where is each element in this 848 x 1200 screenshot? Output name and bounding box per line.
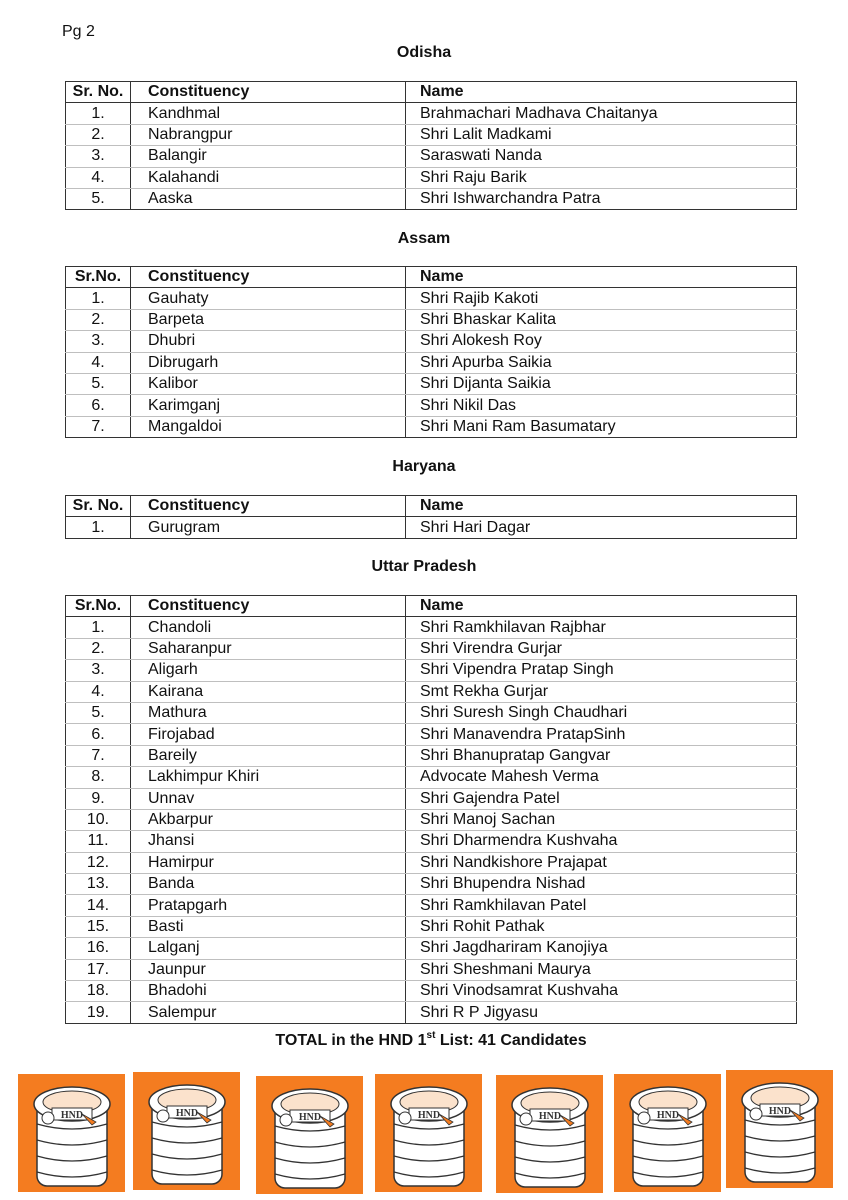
cell-constituency: Unnav	[131, 788, 406, 809]
water-tank-icon	[133, 1072, 240, 1190]
cell-constituency: Lalganj	[131, 938, 406, 959]
cell-sr-no: 11.	[66, 831, 131, 852]
cell-sr-no: 10.	[66, 809, 131, 830]
total-prefix: TOTAL in the HND 1	[275, 1032, 427, 1049]
table-row	[66, 331, 797, 352]
cell-name: Shri Virendra Gurjar	[406, 638, 797, 659]
cell-constituency: Aligarh	[131, 660, 406, 681]
table-row	[66, 288, 797, 309]
cell-constituency: Dibrugarh	[131, 352, 406, 373]
cell-sr-no: 4.	[66, 352, 131, 373]
total-superscript: st	[426, 1030, 436, 1041]
cell-constituency: Karimganj	[131, 395, 406, 416]
table-row	[66, 895, 797, 916]
table-row	[66, 981, 797, 1002]
cell-name: Shri Rajib Kakoti	[406, 288, 797, 309]
cell-sr-no: 3.	[66, 146, 131, 167]
total-line	[0, 1030, 848, 1050]
table-row	[66, 352, 797, 373]
cell-constituency: Firojabad	[131, 724, 406, 745]
water-tank-icon	[726, 1070, 833, 1188]
cell-constituency: Banda	[131, 874, 406, 895]
cell-constituency: Jaunpur	[131, 959, 406, 980]
cell-name: Shri Sheshmani Maurya	[406, 959, 797, 980]
cell-sr-no: 13.	[66, 874, 131, 895]
header-constituency: Constituency	[131, 496, 406, 517]
header-name: Name	[406, 267, 797, 288]
cell-constituency: Saharanpur	[131, 638, 406, 659]
section-title-haryana: Haryana	[392, 458, 456, 475]
water-tank-icon	[496, 1075, 603, 1193]
cell-name: Shri Nandkishore Prajapat	[406, 852, 797, 873]
header-constituency: Constituency	[131, 596, 406, 617]
cell-name: Shri Ramkhilavan Rajbhar	[406, 617, 797, 638]
cell-constituency: Barpeta	[131, 309, 406, 330]
water-tank-icon	[18, 1074, 125, 1192]
cell-name: Shri Vinodsamrat Kushvaha	[406, 981, 797, 1002]
cell-constituency: Mangaldoi	[131, 416, 406, 437]
cell-constituency: Mathura	[131, 702, 406, 723]
cell-constituency: Chandoli	[131, 617, 406, 638]
cell-constituency: Bareily	[131, 745, 406, 766]
table-row	[66, 788, 797, 809]
table-row	[66, 638, 797, 659]
logo-label: HND	[60, 1110, 84, 1121]
table-row	[66, 1002, 797, 1023]
header-name: Name	[406, 496, 797, 517]
cell-constituency: Bhadohi	[131, 981, 406, 1002]
header-constituency: Constituency	[131, 82, 406, 103]
table-row	[66, 959, 797, 980]
logo-strip	[18, 1070, 838, 1190]
cell-constituency: Akbarpur	[131, 809, 406, 830]
cell-name: Shri Mani Ram Basumatary	[406, 416, 797, 437]
cell-sr-no: 6.	[66, 395, 131, 416]
cell-sr-no: 18.	[66, 981, 131, 1002]
cell-name: Shri Hari Dagar	[406, 517, 797, 538]
table-row	[66, 702, 797, 723]
cell-sr-no: 2.	[66, 124, 131, 145]
cell-name: Shri Manavendra PratapSinh	[406, 724, 797, 745]
cell-name: Advocate Mahesh Verma	[406, 767, 797, 788]
logo-label: HND	[417, 1110, 441, 1121]
cell-constituency: Balangir	[131, 146, 406, 167]
cell-sr-no: 17.	[66, 959, 131, 980]
cell-sr-no: 1.	[66, 103, 131, 124]
cell-constituency: Basti	[131, 916, 406, 937]
table-header-row	[66, 596, 797, 617]
table-row	[66, 745, 797, 766]
logo-label: HND	[298, 1112, 322, 1123]
table-row	[66, 124, 797, 145]
cell-constituency: Gauhaty	[131, 288, 406, 309]
table-row	[66, 188, 797, 209]
cell-sr-no: 9.	[66, 788, 131, 809]
cell-name: Shri Dijanta Saikia	[406, 373, 797, 394]
table-row	[66, 309, 797, 330]
table-row	[66, 681, 797, 702]
header-sr-no: Sr. No.	[66, 496, 131, 517]
table-row	[66, 395, 797, 416]
table-row	[66, 416, 797, 437]
cell-name: Shri Raju Barik	[406, 167, 797, 188]
cell-sr-no: 3.	[66, 331, 131, 352]
header-sr-no: Sr. No.	[66, 82, 131, 103]
cell-sr-no: 5.	[66, 188, 131, 209]
cell-sr-no: 15.	[66, 916, 131, 937]
cell-sr-no: 4.	[66, 167, 131, 188]
cell-name: Shri Alokesh Roy	[406, 331, 797, 352]
cell-name: Shri Jagdhariram Kanojiya	[406, 938, 797, 959]
table-row	[66, 103, 797, 124]
table-uttar-pradesh	[65, 595, 797, 1024]
cell-name: Brahmachari Madhava Chaitanya	[406, 103, 797, 124]
cell-name: Shri Gajendra Patel	[406, 788, 797, 809]
logo-label: HND	[656, 1110, 680, 1121]
cell-name: Saraswati Nanda	[406, 146, 797, 167]
cell-name: Shri Bhupendra Nishad	[406, 874, 797, 895]
table-row	[66, 617, 797, 638]
cell-sr-no: 1.	[66, 617, 131, 638]
cell-constituency: Kandhmal	[131, 103, 406, 124]
cell-name: Shri Bhaskar Kalita	[406, 309, 797, 330]
water-tank-icon	[375, 1074, 482, 1192]
table-haryana	[65, 495, 797, 539]
water-tank-icon	[614, 1074, 721, 1192]
cell-name: Shri Vipendra Pratap Singh	[406, 660, 797, 681]
table-row	[66, 167, 797, 188]
cell-sr-no: 8.	[66, 767, 131, 788]
cell-constituency: Dhubri	[131, 331, 406, 352]
header-name: Name	[406, 82, 797, 103]
cell-sr-no: 1.	[66, 517, 131, 538]
table-assam	[65, 266, 797, 438]
cell-constituency: Aaska	[131, 188, 406, 209]
section-title-uttar-pradesh: Uttar Pradesh	[371, 558, 477, 575]
table-row	[66, 724, 797, 745]
cell-sr-no: 14.	[66, 895, 131, 916]
logo-label: HND	[538, 1111, 562, 1122]
cell-constituency: Pratapgarh	[131, 895, 406, 916]
cell-name: Shri Suresh Singh Chaudhari	[406, 702, 797, 723]
water-tank-icon	[256, 1076, 363, 1194]
cell-constituency: Jhansi	[131, 831, 406, 852]
cell-sr-no: 2.	[66, 309, 131, 330]
cell-constituency: Hamirpur	[131, 852, 406, 873]
cell-name: Shri Nikil Das	[406, 395, 797, 416]
cell-sr-no: 1.	[66, 288, 131, 309]
logo-label: HND	[175, 1108, 199, 1119]
header-name: Name	[406, 596, 797, 617]
cell-name: Shri Dharmendra Kushvaha	[406, 831, 797, 852]
cell-constituency: Nabrangpur	[131, 124, 406, 145]
table-row	[66, 938, 797, 959]
cell-constituency: Lakhimpur Khiri	[131, 767, 406, 788]
cell-name: Shri Ishwarchandra Patra	[406, 188, 797, 209]
cell-name: Shri Manoj Sachan	[406, 809, 797, 830]
table-row	[66, 809, 797, 830]
cell-sr-no: 6.	[66, 724, 131, 745]
table-row	[66, 146, 797, 167]
cell-name: Shri Apurba Saikia	[406, 352, 797, 373]
table-header-row	[66, 82, 797, 103]
cell-sr-no: 4.	[66, 681, 131, 702]
cell-sr-no: 3.	[66, 660, 131, 681]
cell-name: Shri R P Jigyasu	[406, 1002, 797, 1023]
total-suffix: List: 41 Candidates	[435, 1032, 587, 1049]
cell-name: Shri Lalit Madkami	[406, 124, 797, 145]
header-sr-no: Sr.No.	[66, 596, 131, 617]
cell-constituency: Salempur	[131, 1002, 406, 1023]
cell-sr-no: 7.	[66, 416, 131, 437]
cell-sr-no: 19.	[66, 1002, 131, 1023]
cell-sr-no: 5.	[66, 702, 131, 723]
table-header-row	[66, 496, 797, 517]
header-constituency: Constituency	[131, 267, 406, 288]
table-row	[66, 660, 797, 681]
table-row	[66, 916, 797, 937]
table-odisha	[65, 81, 797, 210]
cell-sr-no: 2.	[66, 638, 131, 659]
cell-constituency: Kalahandi	[131, 167, 406, 188]
table-row	[66, 517, 797, 538]
page-number: Pg 2	[62, 23, 95, 40]
table-row	[66, 874, 797, 895]
cell-sr-no: 16.	[66, 938, 131, 959]
logo-label: HND	[768, 1106, 792, 1117]
cell-sr-no: 7.	[66, 745, 131, 766]
cell-constituency: Gurugram	[131, 517, 406, 538]
cell-constituency: Kairana	[131, 681, 406, 702]
cell-name: Shri Rohit Pathak	[406, 916, 797, 937]
section-title-odisha: Odisha	[396, 44, 452, 61]
table-row	[66, 767, 797, 788]
cell-name: Shri Bhanupratap Gangvar	[406, 745, 797, 766]
table-row	[66, 373, 797, 394]
header-sr-no: Sr.No.	[66, 267, 131, 288]
table-row	[66, 831, 797, 852]
table-header-row	[66, 267, 797, 288]
section-title-assam: Assam	[397, 230, 451, 247]
cell-name: Smt Rekha Gurjar	[406, 681, 797, 702]
cell-sr-no: 12.	[66, 852, 131, 873]
cell-name: Shri Ramkhilavan Patel	[406, 895, 797, 916]
cell-constituency: Kalibor	[131, 373, 406, 394]
cell-sr-no: 5.	[66, 373, 131, 394]
table-row	[66, 852, 797, 873]
